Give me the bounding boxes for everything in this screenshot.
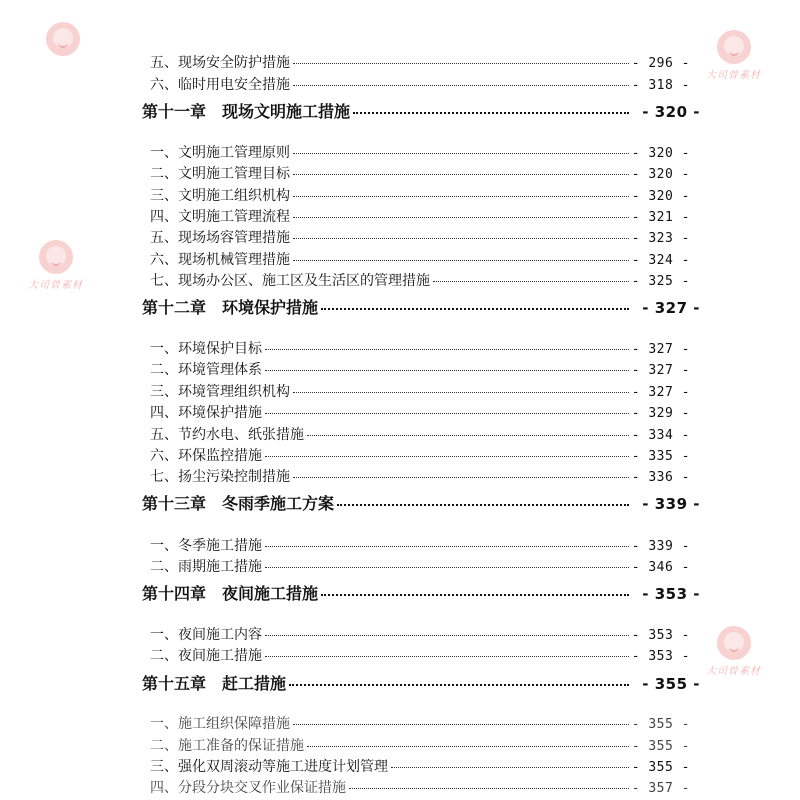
dot-leader	[289, 684, 629, 686]
toc-chapter-label: 第十二章 环境保护措施	[142, 298, 319, 317]
mascot-icon	[46, 22, 80, 56]
toc-entry-label: 七、扬尘污染控制措施	[150, 469, 290, 485]
toc-entry-label: 五、节约水电、纸张措施	[150, 427, 304, 443]
toc-chapter-page: - 355 -	[642, 675, 700, 693]
toc-entry-page: - 355 -	[631, 739, 690, 754]
dot-leader	[293, 63, 629, 64]
toc-entry[interactable]	[150, 361, 690, 380]
dot-leader	[265, 413, 629, 414]
toc-entry-page: - 334 -	[631, 428, 690, 443]
toc-chapter-page: - 353 -	[642, 585, 700, 603]
toc-entry-label: 六、环保监控措施	[150, 448, 262, 464]
toc-entry-page: - 327 -	[631, 342, 690, 357]
watermark-text: 大司曾素材	[28, 280, 83, 291]
dot-leader	[293, 238, 629, 239]
mascot-icon	[717, 626, 751, 660]
toc-entry[interactable]	[150, 187, 690, 206]
toc-chapter[interactable]	[142, 674, 700, 694]
toc-entry-page: - 323 -	[631, 231, 690, 246]
toc-entry-page: - 296 -	[631, 56, 690, 71]
toc-entry-page: - 355 -	[631, 760, 690, 775]
dot-leader	[265, 456, 629, 457]
dot-leader	[293, 477, 629, 478]
toc-entry-page: - 320 -	[631, 167, 690, 182]
toc-chapter-page: - 320 -	[642, 103, 700, 121]
toc-entry[interactable]	[150, 383, 690, 402]
toc-entry[interactable]	[150, 165, 690, 184]
toc-entry-page: - 325 -	[631, 274, 690, 289]
dot-leader	[293, 174, 629, 175]
watermark-logo	[706, 626, 761, 677]
toc-entry-label: 二、施工准备的保证措施	[150, 738, 304, 754]
toc-entry[interactable]	[150, 758, 690, 777]
toc-entry-label: 五、现场场容管理措施	[150, 230, 290, 246]
toc-chapter[interactable]	[142, 298, 700, 318]
toc-entry-label: 四、文明施工管理流程	[150, 209, 290, 225]
toc-entry[interactable]	[150, 647, 690, 666]
toc-entry[interactable]	[150, 208, 690, 227]
dot-leader	[265, 546, 629, 547]
mascot-icon	[39, 240, 73, 274]
toc-entry[interactable]	[150, 144, 690, 163]
toc-entry[interactable]	[150, 715, 690, 734]
toc-entry-label: 六、临时用电安全措施	[150, 77, 290, 93]
toc-entry[interactable]	[150, 737, 690, 756]
toc-entry[interactable]	[150, 229, 690, 248]
dot-leader	[293, 153, 629, 154]
toc-entry-label: 二、夜间施工措施	[150, 648, 262, 664]
toc-entry-label: 三、环境管理组织机构	[150, 384, 290, 400]
toc-entry-page: - 320 -	[631, 189, 690, 204]
toc-entry[interactable]	[150, 537, 690, 556]
toc-entry[interactable]	[150, 558, 690, 577]
dot-leader	[265, 635, 629, 636]
dot-leader	[391, 767, 629, 768]
toc-entry-page: - 335 -	[631, 449, 690, 464]
toc-entry-label: 六、现场机械管理措施	[150, 252, 290, 268]
toc-entry[interactable]	[150, 447, 690, 466]
dot-leader	[293, 724, 629, 725]
dot-leader	[337, 504, 629, 506]
dot-leader	[265, 656, 629, 657]
dot-leader	[321, 594, 629, 596]
toc-entry[interactable]	[150, 426, 690, 445]
dot-leader	[307, 746, 629, 747]
toc-entry-label: 一、冬季施工措施	[150, 538, 262, 554]
toc-chapter-label: 第十四章 夜间施工措施	[142, 584, 319, 603]
toc-entry-label: 四、环境保护措施	[150, 405, 262, 421]
toc-entry-label: 一、夜间施工内容	[150, 627, 262, 643]
toc-entry-label: 二、环境管理体系	[150, 362, 262, 378]
toc-entry-page: - 318 -	[631, 78, 690, 93]
dot-leader	[293, 392, 629, 393]
toc-entry-label: 一、施工组织保障措施	[150, 716, 290, 732]
watermark-text: 大司曾素材	[706, 666, 761, 677]
toc-entry-label: 一、文明施工管理原则	[150, 145, 290, 161]
toc-chapter-page: - 327 -	[642, 299, 700, 317]
toc-entry-page: - 324 -	[631, 253, 690, 268]
toc-entry-label: 七、现场办公区、施工区及生活区的管理措施	[150, 273, 430, 289]
toc-entry-page: - 327 -	[631, 385, 690, 400]
toc-entry-page: - 353 -	[631, 649, 690, 664]
dot-leader	[353, 112, 629, 114]
watermark-logo	[46, 22, 80, 56]
dot-leader	[293, 85, 629, 86]
toc-entry-page: - 320 -	[631, 146, 690, 161]
toc-entry[interactable]	[150, 54, 690, 73]
watermark-logo	[28, 240, 83, 291]
toc-entry-page: - 346 -	[631, 560, 690, 575]
toc-entry-page: - 329 -	[631, 406, 690, 421]
toc-entry[interactable]	[150, 76, 690, 95]
dot-leader	[321, 308, 629, 310]
toc-chapter[interactable]	[142, 494, 700, 514]
toc-entry-label: 二、文明施工管理目标	[150, 166, 290, 182]
toc-entry-page: - 339 -	[631, 539, 690, 554]
toc-entry[interactable]	[150, 251, 690, 270]
toc-entry[interactable]	[150, 340, 690, 359]
watermark-text: 大司曾素材	[706, 70, 761, 81]
toc-chapter-page: - 339 -	[642, 495, 700, 513]
dot-leader	[307, 435, 629, 436]
dot-leader	[293, 217, 629, 218]
toc-chapter-label: 第十一章 现场文明施工措施	[142, 102, 351, 121]
dot-leader	[433, 281, 629, 282]
toc-entry-label: 三、文明施工组织机构	[150, 188, 290, 204]
dot-leader	[265, 370, 629, 371]
dot-leader	[349, 788, 629, 789]
dot-leader	[265, 567, 629, 568]
toc-chapter[interactable]	[142, 584, 700, 604]
toc-entry[interactable]	[150, 468, 690, 487]
toc-entry-label: 三、强化双周滚动等施工进度计划管理	[150, 759, 388, 775]
dot-leader	[293, 196, 629, 197]
toc-entry-page: - 355 -	[631, 717, 690, 732]
toc-entry-page: - 336 -	[631, 470, 690, 485]
toc-entry[interactable]	[150, 272, 690, 291]
toc-entry-page: - 327 -	[631, 363, 690, 378]
toc-entry-page: - 321 -	[631, 210, 690, 225]
toc-entry-label: 一、环境保护目标	[150, 341, 262, 357]
toc-entry-page: - 357 -	[631, 781, 690, 796]
toc-entry-label: 五、现场安全防护措施	[150, 55, 290, 71]
toc-chapter[interactable]	[142, 102, 700, 122]
toc-chapter-label: 第十五章 赶工措施	[142, 674, 287, 693]
mascot-icon	[717, 30, 751, 64]
watermark-logo	[706, 30, 761, 81]
toc-entry-label: 二、雨期施工措施	[150, 559, 262, 575]
toc-entry-page: - 353 -	[631, 628, 690, 643]
toc-entry-label: 四、分段分块交叉作业保证措施	[150, 780, 346, 796]
dot-leader	[293, 260, 629, 261]
dot-leader	[265, 349, 629, 350]
toc-entry[interactable]	[150, 404, 690, 423]
toc-chapter-label: 第十三章 冬雨季施工方案	[142, 494, 335, 513]
toc-entry[interactable]	[150, 779, 690, 798]
toc-entry[interactable]	[150, 626, 690, 645]
